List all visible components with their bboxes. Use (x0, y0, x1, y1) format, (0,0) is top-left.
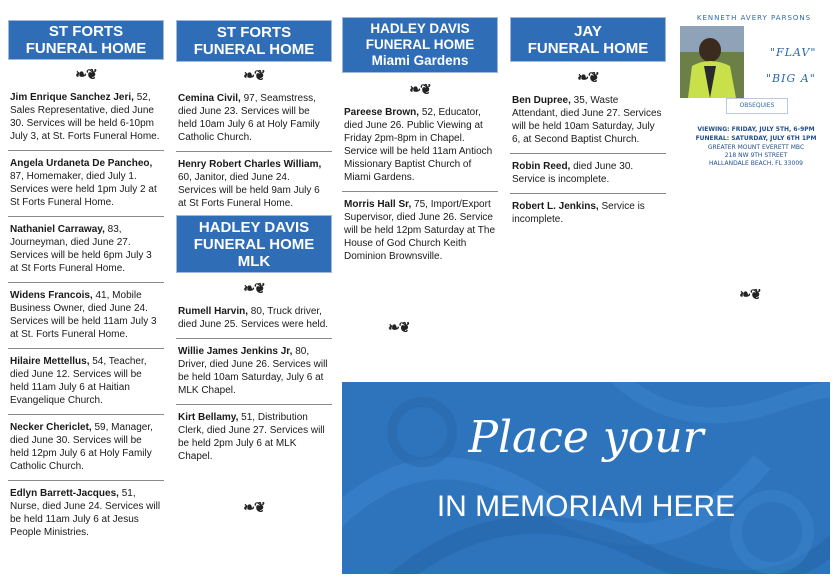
ad-nickname-big-a: "BIG A" (766, 72, 816, 85)
column-st-forts-2 (176, 0, 332, 518)
ad-viewing: VIEWING: FRIDAY, JULY 5TH, 6-9PM (697, 126, 815, 133)
obituary-text: 75, Import/Export Supervisor, died June 26. Service will be held 12pm Saturday at The House of God Church Keith Dominion Brownsville. (344, 199, 496, 262)
ad-church: GREATER MOUNT EVERETT MBC (707, 144, 805, 151)
obituary-text: 54, Teacher, died June 12. Services will be held 11am July 6 at Haitian Evangelique Church. (10, 356, 147, 406)
ornament-icon (720, 287, 780, 305)
ad-name: KENNETH AVERY PARSONS (696, 14, 812, 22)
obituary-name: Robin Reed, (512, 161, 571, 172)
obituary-text: 59, Manager, died June 30. Services will be held 12pm July 6 at Holy Family Catholic Church. (10, 422, 153, 472)
column-st-forts-1 (8, 0, 164, 546)
column-hadley-davis-mg (342, 0, 498, 338)
obituary-entry (176, 152, 332, 217)
ornament-icon (342, 320, 498, 338)
obituary-entry (8, 85, 164, 151)
obituary-text: died June 30. Service is incomplete. (512, 161, 634, 185)
obituary-text: 80, Driver, died June 26. Services will be held 10am Saturday, July 6 at MLK Chapel. (178, 346, 328, 396)
obituary-name: Cemina Civil, (178, 93, 241, 104)
ornament-icon (8, 67, 164, 85)
obituary-name: Morris Hall Sr, (344, 199, 412, 210)
obituary-name: Robert L. Jenkins, (512, 201, 599, 212)
obituary-text: 87, Homemaker, died July 1. Services were held 1pm July 2 at St Forts Funeral Home. (10, 171, 157, 208)
obituary-entry (510, 194, 666, 233)
banner-swirl-pattern (342, 382, 830, 574)
obituary-text: 52, Sales Representative, died June 30. Services will be held 6-10pm July 3, at St. Forts Funeral Home. (10, 92, 160, 142)
obituary-entry (176, 86, 332, 152)
obituary-entry (510, 154, 666, 194)
st-forts-header-1: ST FORTS FUNERAL HOME (8, 20, 164, 60)
obituary-name: Willie James Jenkins Jr, (178, 346, 293, 357)
obituary-text: 83, Journeyman, died June 27. Services will be held 6pm July 3 at St Forts Funeral Home. (10, 224, 152, 274)
obituary-text: 60, Janitor, died June 24. Services will be held 9am July 6 at St Forts Funeral Home. (178, 172, 320, 209)
obituary-text: 51, Distribution Clerk, died June 27. Services will be held 2pm July 6 at MLK Chapel. (178, 412, 325, 462)
banner-place-your: Place your (468, 412, 704, 463)
obituary-text: 51, Nurse, died June 24. Services will be held 11am July 6 at Jesus People Ministries. (10, 488, 161, 538)
obituary-entry (8, 217, 164, 283)
obituary-name: Rumell Harvin, (178, 306, 249, 317)
obituary-name: Hilaire Mettellus, (10, 356, 90, 367)
obituary-text: 35, Waste Attendant, died June 27. Services will be held 10am Saturday, July 6, at Second Baptist Church. (512, 95, 662, 145)
ad-funeral: FUNERAL: SATURDAY, JULY 6TH 1PM (695, 135, 817, 142)
obituary-entry (8, 151, 164, 217)
obituary-entry (8, 415, 164, 481)
ornament-icon (342, 82, 498, 100)
column-jay (510, 0, 666, 233)
ornament-icon (176, 68, 332, 86)
ad-city: HALLANDALE BEACH, FL 33009 (709, 160, 803, 167)
hadley-davis-miami-gardens-header: HADLEY DAVIS FUNERAL HOME Miami Gardens (342, 17, 498, 73)
obituary-entry (8, 283, 164, 349)
obituary-entry (176, 299, 332, 339)
obituary-entry (342, 192, 498, 270)
obituary-name: Widens Francois, (10, 290, 93, 301)
ornament-icon (176, 281, 332, 299)
obituary-name: Jim Enrique Sanchez Jeri, (10, 92, 134, 103)
in-memoriam-banner[interactable] (342, 382, 830, 574)
obituary-name: Henry Robert Charles William, (178, 159, 322, 170)
obituary-entry (8, 349, 164, 415)
memorial-ad (674, 14, 834, 204)
obituary-text: 52, Educator, died June 26. Public Viewing at Friday 2pm-8pm in Chapel. Service will be held 11am Antioch Missionary Baptist Church of Miami Gardens. (344, 107, 493, 183)
jay-funeral-home-header: JAY FUNERAL HOME (510, 17, 666, 62)
st-forts-header-2: ST FORTS FUNERAL HOME (176, 20, 332, 62)
hadley-davis-mlk-header: HADLEY DAVIS FUNERAL HOME MLK (176, 215, 332, 273)
obituary-entry (510, 88, 666, 154)
ad-photo (680, 26, 744, 98)
obituary-entry (342, 100, 498, 192)
obituary-name: Angela Urdaneta De Pancheo, (10, 158, 153, 169)
obituary-text: 41, Mobile Business Owner, died June 24. Services will be held 11am July 3 at St. Forts Funeral Home. (10, 290, 157, 340)
obituary-name: Ben Dupree, (512, 95, 571, 106)
obituary-entry (8, 481, 164, 546)
banner-in-memoriam: IN MEMORIAM HERE (436, 490, 736, 523)
ornament-icon (510, 70, 666, 88)
obituary-name: Pareese Brown, (344, 107, 420, 118)
obituary-entry (176, 339, 332, 405)
obituary-name: Necker Chericlet, (10, 422, 92, 433)
obituary-entry (176, 405, 332, 470)
obituary-text: 80, Truck driver, died June 25. Services were held. (178, 306, 329, 330)
obituary-name: Edlyn Barrett-Jacques, (10, 488, 119, 499)
obituary-text: 97, Seamstress, died June 23. Services will be held 10am July 6 at Holy Family Catholic Church. (178, 93, 320, 143)
ad-obsequies-label: OBSEQUIES (726, 98, 788, 114)
ad-street: 218 NW 9TH STREET (724, 152, 788, 159)
ad-nickname-flav: "FLAV" (770, 46, 817, 59)
obituary-text: Service is incomplete. (512, 201, 645, 225)
ornament-icon (176, 500, 332, 518)
obituary-name: Nathaniel Carraway, (10, 224, 105, 235)
obituary-name: Kirt Bellamy, (178, 412, 239, 423)
